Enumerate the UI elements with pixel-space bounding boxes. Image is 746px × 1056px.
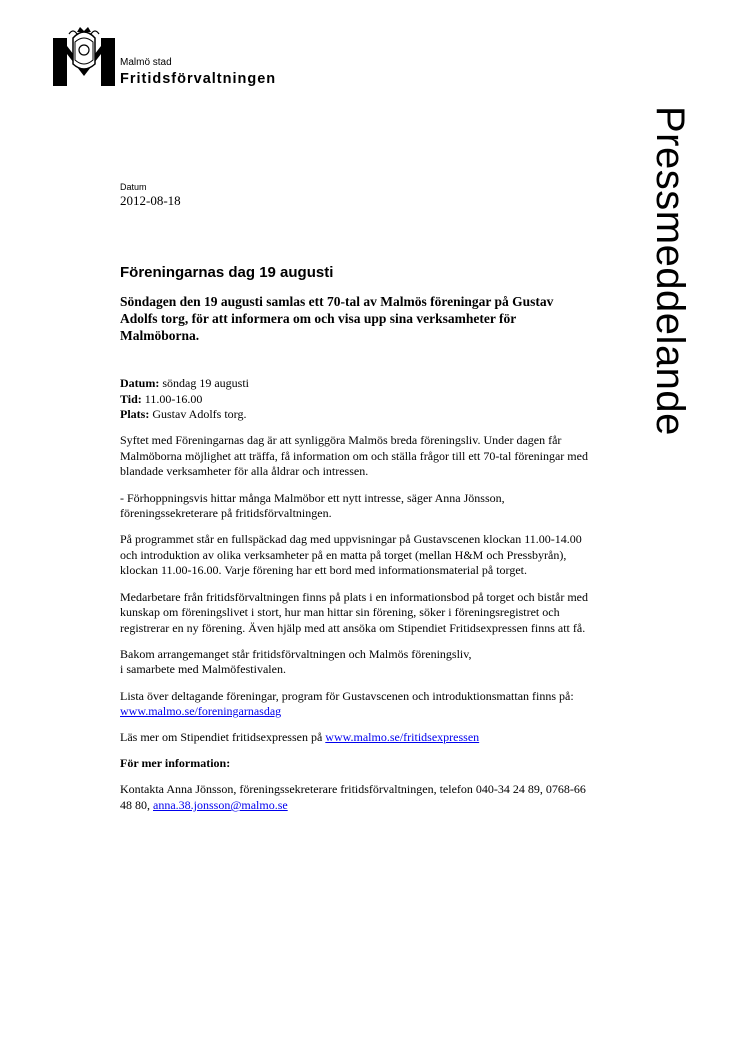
foreningarnasdag-link[interactable]: www.malmo.se/foreningarnasdag — [120, 704, 282, 719]
article-body — [120, 376, 595, 824]
page-title: Föreningarnas dag 19 augusti — [120, 264, 334, 281]
contact-email-link[interactable]: anna.38.jonsson@malmo.se — [153, 797, 288, 812]
fritidsexpressen-link[interactable]: www.malmo.se/fritidsexpressen — [325, 730, 480, 745]
date-label: Datum — [120, 182, 147, 192]
fact-place: Plats: Gustav Adolfs torg. — [120, 407, 247, 422]
date-value: 2012-08-18 — [120, 193, 181, 208]
paragraph-list: Lista över deltagande föreningar, program för Gustavscenen och introduktionsmattan finns på: www.malmo.se/foreningarnasdag — [120, 688, 574, 719]
paragraph-scholarship: Läs mer om Stipendiet fritidsexpressen på www.malmo.se/fritidsexpressen — [120, 730, 480, 745]
paragraph-contact: Kontakta Anna Jönsson, föreningssekreterare fritidsförvaltningen, telefon 040-34 24 89, 0768-66 48 80, anna.38.jonsson@malmo.se — [120, 782, 586, 812]
event-facts — [120, 376, 595, 423]
paragraph-quote: - Förhoppningsvis hittar många Malmöbor ett nytt intresse, säger Anna Jönsson, föreningssekreterare på fritidsförvaltningen. — [120, 490, 505, 521]
lead-paragraph: Söndagen den 19 augusti samlas ett 70-tal av Malmös föreningar på Gustav Adolfs torg, för att informera om och visa upp sina verksamheter för Malmöborna. — [120, 294, 554, 343]
paragraph-program: På programmet står en fullspäckad dag med uppvisningar på Gustavscenen klockan 11.00-14.00 och introduktion av olika verksamheter på en matta på torget (mellan H&M och Pressbyrån), klockan 11.00-16.00. Varje förening har ett bord med informationsmaterial på torget. — [120, 532, 582, 578]
malmo-coat-of-arms-icon — [53, 24, 115, 86]
paragraph-purpose: Syftet med Föreningarnas dag är att synliggöra Malmös breda föreningsliv. Under dagen får Malmöborna möjlighet att träffa, få information om och ställa frågor till ett 70-tal föreningar med blandade verksamheter för alla åldrar och intressen. — [120, 433, 588, 479]
fact-time: Tid: 11.00-16.00 — [120, 391, 203, 406]
press-release-label: Pressmeddelande — [648, 106, 692, 436]
paragraph-organizers: Bakom arrangemanget står fritidsförvaltningen och Malmös föreningsliv, i samarbete med Malmöfestivalen. — [120, 646, 472, 677]
fact-date: Datum: söndag 19 augusti — [120, 376, 249, 390]
org-name: Fritidsförvaltningen — [120, 71, 277, 87]
more-info-heading: För mer information: — [120, 756, 231, 771]
org-subtitle: Malmö stad — [120, 57, 172, 68]
paragraph-staff: Medarbetare från fritidsförvaltningen finns på plats i en informationsbod på torget och bistår med kunskap om föreningslivet i stort, hur man hittar sin förening, söker i föreningsregistret och registrerar en ny förening. Även hjälp med att ansöka om Stipendiet Fritidsexpressen finns att få. — [120, 589, 588, 635]
